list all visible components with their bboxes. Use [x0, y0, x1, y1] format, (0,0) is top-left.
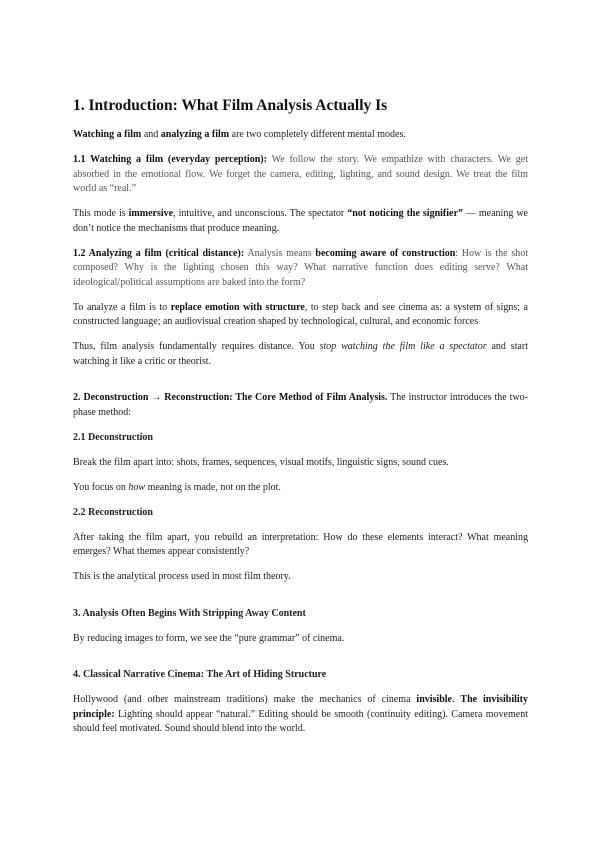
section-3-heading: 3. Analysis Often Begins With Stripping Away Content	[73, 607, 306, 619]
replace-paragraph: To analyze a film is to replace emotion with structure, to step back and see cinema as: a system of signs; a constructed language; an audiovisual creation shaped by technological, cultural, and economic forces	[73, 301, 528, 327]
intro-paragraph: Watching a film and analyzing a film are two completely different mental modes.	[73, 129, 406, 140]
section-2-1-heading: 2.1 Deconstruction	[73, 431, 153, 443]
section-2-2-heading: 2.2 Reconstruction	[73, 506, 153, 518]
deconstruction-paragraph: Break the film apart into: shots, frames, sequences, visual motifs, linguistic signs, sound cues.	[73, 456, 449, 468]
stripping-paragraph: By reducing images to form, we see the “pure grammar” of cinema.	[73, 632, 345, 644]
section-1-2-paragraph: 1.2 Analyzing a film (critical distance): Analysis means becoming aware of construction: How is the shot composed? Why is the lighting chosen this way? What narrative function does editing serve? What ideological/political assumptions are baked into the form?	[73, 247, 529, 288]
immersive-paragraph: This mode is immersive, intuitive, and unconscious. The spectator “not noticing the signifier” — meaning we don’t notice the mechanisms that produce meaning.	[73, 208, 528, 234]
section-2-paragraph: 2. Deconstruction → Reconstruction: The Core Method of Film Analysis. The instructor introduces the two-phase method:	[73, 392, 528, 418]
section-1-2-heading: 1.2 Analyzing a film (critical distance):	[73, 247, 245, 259]
section-1-1-heading: 1.1 Watching a film (everyday perception):	[73, 154, 267, 165]
distance-paragraph: Thus, film analysis fundamentally requires distance. You stop watching the film like a spectator and start watching it like a critic or theorist.	[73, 341, 529, 367]
section-1-1-paragraph: 1.1 Watching a film (everyday perception): We follow the story. We empathize with characters. We get absorbed in the emotional flow. We forget the camera, editing, lighting, and sound design. We treat the film world as “real.”	[73, 154, 528, 194]
page-title: 1. Introduction: What Film Analysis Actually Is	[73, 97, 388, 114]
section-2-heading: 2. Deconstruction → Reconstruction: The Core Method of Film Analysis.	[73, 392, 388, 403]
how-meaning-paragraph: You focus on how meaning is made, not on the plot.	[73, 481, 281, 493]
section-4-heading: 4. Classical Narrative Cinema: The Art of Hiding Structure	[73, 669, 327, 680]
document-body	[73, 96, 528, 747]
reconstruction-paragraph: After taking the film apart, you rebuild an interpretation: How do these elements interact? What meaning emerges? What themes appear consistently?	[73, 531, 528, 557]
analytical-process-paragraph: This is the analytical process used in most film theory.	[73, 571, 291, 582]
invisibility-paragraph: Hollywood (and other mainstream traditions) make the mechanics of cinema invisible. The invisibility principle: Lighting should appear “natural.” Editing should be smooth (continuity editing). Camera movement should feel motivated. Sound should blend into the world.	[73, 694, 528, 734]
